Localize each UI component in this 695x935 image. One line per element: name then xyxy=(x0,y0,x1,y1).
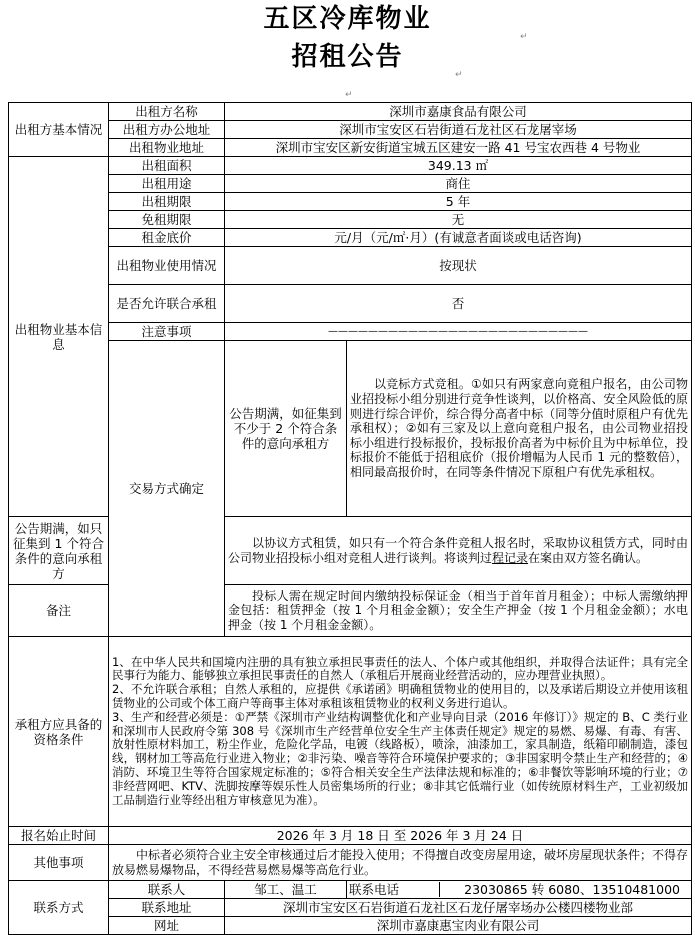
remark-text: 投标人需在规定时间内缴纳投标保证金（相当于首年首月租金）；中标人需缴纳押金包括：租赁押金（按 1 个月租金金额）；安全生产押金（按 1 个月租金金额）；水电押金（按 1 个月租金金额）。 xyxy=(225,585,692,637)
price-value: 元/月（元/㎡·月）(有诚意者面谈或电话咨询) xyxy=(225,229,692,247)
contact-person-value: 邹工、温工 xyxy=(225,881,347,899)
section-lessor-info: 出租方基本情况 xyxy=(9,103,109,157)
lessor-office-label: 出租方办公地址 xyxy=(109,121,225,139)
property-address-value: 深圳市宝安区新安街道宝城五区建安一路 41 号宝农西巷 4 号物业 xyxy=(225,139,692,157)
joint-lease-value: 否 xyxy=(225,285,692,323)
qualification-item-1: 1、在中华人民共和国境内注册的具有独立承担民事责任的法人、个体户或其他组织，并取得合法证件；具有完全民事行为能力、能够独立承担民事责任的自然人（承租后开展商业经营活动的，应办理营业执照）。 xyxy=(112,654,689,683)
multi-bidder-text: 以竞标方式竞租。①如只有两家意向竟租户报名，由公司物业招投标小组分别进行竞争性谈判，以价格高、安全风险低的原则进行综合评价，综合得分高者中标（同等分值时原租户有优先承租权）；②如有三家及以上意向竟租户报名，由公司物业招投标小组进行投标报价，投标报价高者为中标价且为中标单位，投标报价不能低于招租底价（报价增幅为人民币 1 元的整数倍），相同最高报价时，在同等条件情况下原租户有优先承租权。 xyxy=(347,341,692,517)
contact-address-label: 联系地址 xyxy=(109,899,225,917)
paragraph-mark-icon: ↵ xyxy=(455,70,463,80)
single-bidder-text-a: 以协议方式租赁，如只有一个符合条件竞租人报名时，采取协议租赁方式，同时由公司物业招投标小组对竞租人进行谈判。将谈判过 xyxy=(228,535,689,565)
remark-label: 备注 xyxy=(9,585,109,637)
qualification-item-3: 3、生产和经营必须是：①严禁《深圳市产业结构调整优化和产业导向目录（2016 年修订）》规定的 B、C 类行业和深圳市人民政府令第 308 号《深圳市生产经营单位安全生产主体责任规定》规定的易燃、易爆、有毒、有害、放射性原材料加工，粉尘作业，危险化学品，电镀（线路板），喷涂，油漆加工，家具制造，纸箱印刷制造，漆包线，钢材加工等高危行业进入物业；②非污染、噪音等符合环境保护要求的；③非国家明令禁止生产和经营的；④消防、环境卫生等符合国家规定标准的；⑤符合相关安全生产法律法规和标准的；⑥非餐饮等影响环境的行业；⑦非经营网吧、KTV、洗脚按摩等娱乐性人员密集场所的行业；⑧非其它低端行业（如传统原材料生产，工业初级加工品制造行业等经出租方审核意见为准）。 xyxy=(112,709,689,807)
free-period-label: 免租期限 xyxy=(109,211,225,229)
document-title-line2: 招租公告 xyxy=(291,42,404,72)
qualification-text xyxy=(109,637,692,827)
use-value: 商住 xyxy=(225,175,692,193)
contact-phone-cell xyxy=(347,881,692,899)
lessor-office-value: 深圳市宝安区石岩街道石龙社区石龙屠宰场 xyxy=(225,121,692,139)
contact-web-value: 深圳市嘉康惠宝肉业有限公司 xyxy=(225,917,692,935)
document-title-line1: 五区冷库物业 xyxy=(263,4,432,34)
notice-value: —————————————————————————— xyxy=(225,323,692,341)
term-label: 出租期限 xyxy=(109,193,225,211)
property-address-label: 出租物业地址 xyxy=(109,139,225,157)
multi-bidder-label: 公告期满，如征集到不少于 2 个符合条件的意向承租方 xyxy=(225,341,347,517)
single-bidder-text-c: 在案由双方签名确认。 xyxy=(528,550,649,565)
lessor-name-label: 出租方名称 xyxy=(109,103,225,121)
section-period: 报名始止时间 xyxy=(9,827,109,845)
usage-label: 出租物业使用情况 xyxy=(109,247,225,285)
area-value: 349.13 ㎡ xyxy=(225,157,692,175)
price-label: 租金底价 xyxy=(109,229,225,247)
free-period-value: 无 xyxy=(225,211,692,229)
section-other: 其他事项 xyxy=(9,845,109,881)
single-bidder-text-b: 程记录 xyxy=(492,550,529,565)
section-transaction: 交易方式确定 xyxy=(109,341,225,637)
section-contact: 联系方式 xyxy=(9,881,109,935)
term-value: 5 年 xyxy=(225,193,692,211)
contact-address-value: 深圳市宝安区石岩街道石龙社区石龙仔屠宰场办公楼四楼物业部 xyxy=(225,899,692,917)
period-value: 2026 年 3 月 18 日 至 2026 年 3 月 24 日 xyxy=(109,827,692,845)
area-label: 出租面积 xyxy=(109,157,225,175)
usage-value: 按现状 xyxy=(225,247,692,285)
notice-table xyxy=(8,102,692,935)
notice-label: 注意事项 xyxy=(109,323,225,341)
qualification-item-2: 2、不允许联合承租；自然人承租的，应提供《承诺函》明确租赁物业的使用目的，以及承诺后期设立并使用该租赁物业的公司或个体工商户等商事主体对承租该租赁物业的权利义务进行追认。 xyxy=(112,682,689,710)
use-label: 出租用途 xyxy=(109,175,225,193)
other-text: 中标者必须符合业主安全审核通过后才能投入使用；不得擅自改变房屋用途，破坏房屋现状条件；不得存放易燃易爆物品，不得经营易燃易爆等高危行业。 xyxy=(109,845,692,881)
single-bidder-text xyxy=(225,517,692,585)
contact-phone-label: 联系电话 xyxy=(349,882,400,897)
contact-web-label: 网址 xyxy=(109,917,225,935)
single-bidder-label: 公告期满，如只征集到 1 个符合条件的意向承租方 xyxy=(9,517,109,585)
section-qualification: 承租方应具备的资格条件 xyxy=(9,637,109,827)
contact-phone-value: 23030865 转 6080、13510481000 xyxy=(439,882,684,897)
paragraph-mark-icon: ↵ xyxy=(345,90,353,100)
contact-person-label: 联系人 xyxy=(109,881,225,899)
joint-lease-label: 是否允许联合承租 xyxy=(109,285,225,323)
lessor-name-value: 深圳市嘉康食品有限公司 xyxy=(225,103,692,121)
paragraph-mark-icon: ↵ xyxy=(520,32,528,42)
section-property-info: 出租物业基本信息 xyxy=(9,157,109,517)
